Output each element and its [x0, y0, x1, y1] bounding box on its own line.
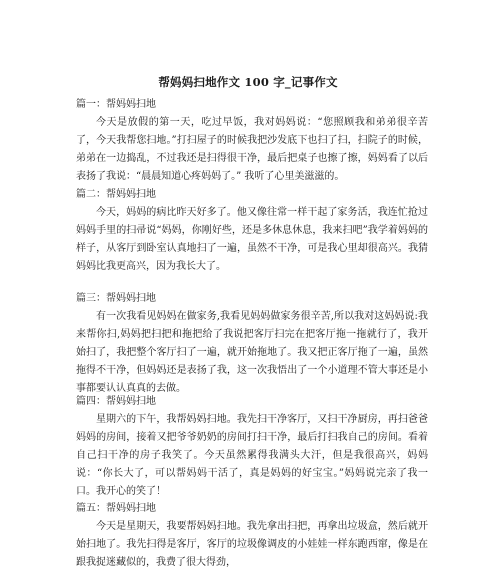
section-body: 有一次我看见妈妈在做家务,我看见妈妈做家务很辛苦,所以我对这妈妈说:我来帮你扫,妈妈把扫把和拖把给了我说把客厅扫完在把客厅拖一拖就行了，我开始扫了，我把整个客厅扫了一遍，就开始拖地了。我又把正客厅拖了一遍，虽然拖得不干净，但妈妈还是表扬了我，这一次我悟出了一个小道理不管大事还是小事都要认认真真的去做。 [76, 311, 428, 394]
section-heading: 篇二：帮妈妈扫地 [76, 189, 156, 200]
section-3 [76, 290, 428, 398]
section-2 [76, 186, 428, 276]
section-heading: 篇五：帮妈妈扫地 [76, 503, 156, 514]
section-5 [76, 500, 428, 572]
section-heading: 篇一：帮妈妈扫地 [76, 99, 156, 110]
section-1 [76, 96, 428, 186]
section-4 [76, 393, 428, 501]
section-heading: 篇四：帮妈妈扫地 [76, 396, 156, 407]
section-body: 星期六的下午，我帮妈妈扫地。我先扫干净客厅，又扫干净厨房，再扫爸爸妈妈的房间，接着又把爷爷奶奶的房间打扫干净，最后打扫我自己的房间。看着自己扫干净的房子我笑了。今天虽然累得我满头大汗，但是我很高兴，妈妈说：“你长大了，可以帮妈妈干活了，真是妈妈的好宝宝。”妈妈说完亲了我一口。我开心的笑了！ [76, 414, 428, 497]
document-title: 帮妈妈扫地作文 100 字_记事作文 [158, 75, 338, 89]
section-body: 今天是放假的第一天，吃过早饭，我对妈妈说：“您照顾我和弟弟很辛苦了，今天我帮您扫地。”打扫屋子的时候我把沙发底下也扫了扫，扫院子的时候，弟弟在一边捣乱，不过我还是扫得很干净，最后把桌子也擦了擦，妈妈看了以后表扬了我说：“晨晨知道心疼妈妈了。” 我听了心里美滋滋的。 [76, 117, 428, 182]
section-body: 今天是星期天，我要帮妈妈扫地。我先拿出扫把，再拿出垃圾盒，然后就开始扫地了。我先扫得是客厅，客厅的垃圾像调皮的小娃娃一样东跑西窜，像是在跟我捉迷藏似的，我费了很大得劲， [76, 521, 428, 568]
section-body: 今天，妈妈的病比昨天好多了。他又像往常一样干起了家务活，我连忙抢过妈妈手里的扫帚说“妈妈，你刚好些，还是多休息休息，我来扫吧”我学着妈妈的样子，从客厅到卧室认真地扫了一遍，虽然不干净，可是我心里却很高兴。我猜妈妈比我更高兴，因为我长大了。 [76, 207, 428, 272]
section-heading: 篇三：帮妈妈扫地 [76, 293, 156, 304]
